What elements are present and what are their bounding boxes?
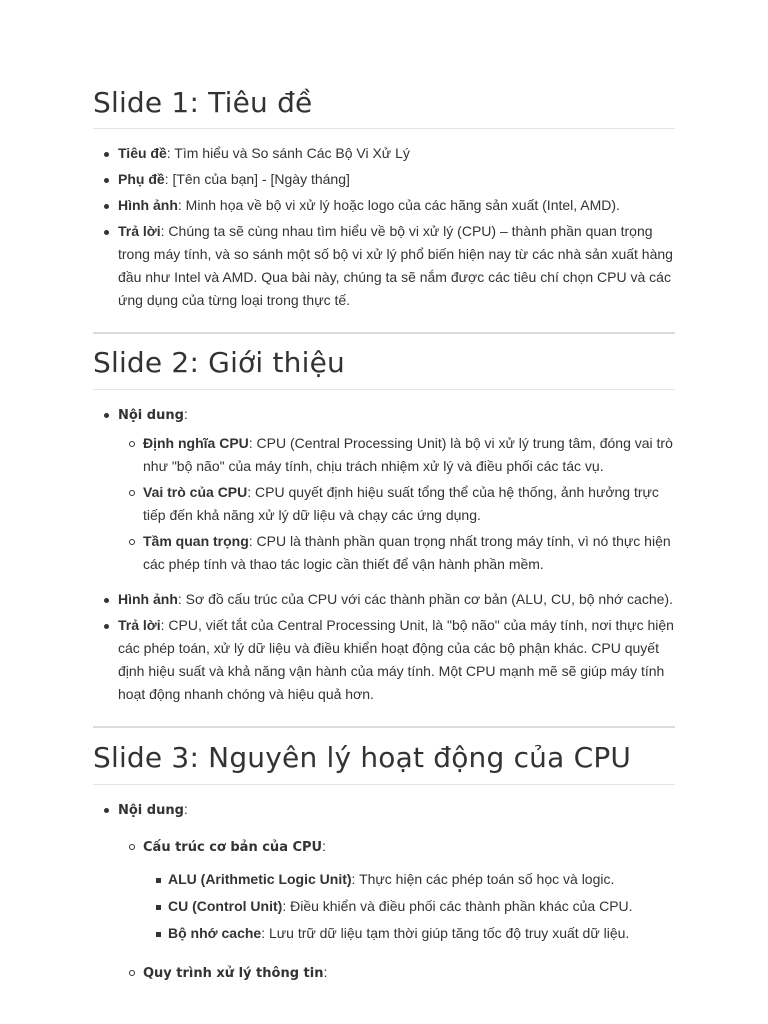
section-divider <box>93 726 675 728</box>
slide-3-heading: Slide 3: Nguyên lý hoạt động của CPU <box>93 741 632 774</box>
list-item <box>93 142 675 165</box>
slide-3-list <box>93 798 675 985</box>
heading-divider <box>93 784 675 785</box>
list-item <box>143 922 675 945</box>
item-text: : Sơ đồ cấu trúc của CPU với các thành phần cơ bản (ALU, CU, bộ nhớ cache). <box>177 591 673 607</box>
list-item <box>93 168 675 191</box>
list-item <box>93 194 675 217</box>
list-item <box>118 530 675 576</box>
list-item <box>143 868 675 891</box>
item-label: Trả lời <box>118 223 161 239</box>
item-label: Trả lời <box>118 617 161 633</box>
section-divider <box>93 332 675 334</box>
item-text: : CPU quyết định hiệu suất tổng thể của hệ thống, ảnh hưởng trực tiếp đến khả năng xử lý dữ liệu và chạy các ứng dụng. <box>143 484 659 523</box>
item-label: Quy trình xử lý thông tin <box>143 966 324 981</box>
item-suffix: : <box>322 838 327 854</box>
list-item <box>93 798 675 985</box>
item-label: Vai trò của CPU <box>143 484 248 500</box>
item-suffix: : <box>323 964 328 980</box>
list-item <box>93 220 675 312</box>
item-label: CU (Control Unit) <box>168 898 283 914</box>
slide-3-section <box>93 741 675 985</box>
slide-1-list <box>93 142 675 312</box>
item-label: Phụ đề <box>118 171 165 187</box>
slide-1-heading: Slide 1: Tiêu đề <box>93 86 313 119</box>
document-body <box>93 0 675 985</box>
item-label: Bộ nhớ cache <box>168 925 262 941</box>
list-item <box>118 481 675 527</box>
list-item <box>143 895 675 918</box>
item-label: Nội dung <box>118 803 184 818</box>
slide-2-sublist <box>118 432 675 576</box>
item-text: : CPU (Central Processing Unit) là bộ vi xử lý trung tâm, đóng vai trò như "bộ não" của máy tính, chịu trách nhiệm xử lý và điều phối các tác vụ. <box>143 435 673 474</box>
item-label: Hình ảnh <box>118 197 178 213</box>
list-item <box>118 835 675 945</box>
item-text: : Chúng ta sẽ cùng nhau tìm hiểu về bộ vi xử lý (CPU) – thành phần quan trọng trong máy tính, và so sánh một số bộ vi xử lý phổ biến hiện nay từ các nhà sản xuất hàng đầu như Intel và AMD. Qua bài này, chúng ta sẽ nắm được các tiêu chí chọn CPU và các ứng dụng của từng loại trong thực tế. <box>118 223 673 308</box>
item-label: Định nghĩa CPU <box>143 435 249 451</box>
item-text: : Lưu trữ dữ liệu tạm thời giúp tăng tốc độ truy xuất dữ liệu. <box>261 925 630 941</box>
cpu-structure-list <box>143 868 675 945</box>
heading-divider <box>93 389 675 390</box>
item-text: : Minh họa về bộ vi xử lý hoặc logo của các hãng sản xuất (Intel, AMD). <box>177 197 620 213</box>
item-label: Nội dung <box>118 408 184 423</box>
slide-2-section <box>93 346 675 728</box>
item-text: : CPU, viết tắt của Central Processing Unit, là "bộ não" của máy tính, nơi thực hiện các phép toán, xử lý dữ liệu và điều khiển hoạt động của các bộ phận khác. CPU quyết định hiệu suất và khả năng vận hành của máy tính. Một CPU mạnh mẽ sẽ giúp máy tính hoạt động nhanh chóng và hiệu quả hơn. <box>118 617 674 702</box>
list-item <box>118 961 675 985</box>
list-item <box>93 403 675 576</box>
slide-1-section <box>93 86 675 334</box>
list-item <box>93 588 675 611</box>
item-label: Cấu trúc cơ bản của CPU <box>143 840 323 855</box>
item-suffix: : <box>183 406 188 422</box>
item-text: : Thực hiện các phép toán số học và logic. <box>351 871 615 887</box>
list-item <box>93 614 675 706</box>
slide-3-sublist <box>118 835 675 985</box>
slide-2-heading: Slide 2: Giới thiệu <box>93 346 345 379</box>
item-label: Tầm quan trọng <box>143 533 249 549</box>
item-text: : [Tên của bạn] - [Ngày tháng] <box>164 171 350 187</box>
list-item <box>118 432 675 478</box>
item-label: ALU (Arithmetic Logic Unit) <box>168 871 352 887</box>
item-label: Hình ảnh <box>118 591 178 607</box>
item-label: Tiêu đề <box>118 145 167 161</box>
item-suffix: : <box>183 801 188 817</box>
item-text: : Điều khiển và điều phối các thành phần khác của CPU. <box>282 898 633 914</box>
slide-2-list <box>93 403 675 706</box>
item-text: : Tìm hiểu và So sánh Các Bộ Vi Xử Lý <box>166 145 410 161</box>
heading-divider <box>93 128 675 129</box>
item-text: : CPU là thành phần quan trọng nhất trong máy tính, vì nó thực hiện các phép tính và thao tác logic cần thiết để vận hành phần mềm. <box>143 533 671 572</box>
